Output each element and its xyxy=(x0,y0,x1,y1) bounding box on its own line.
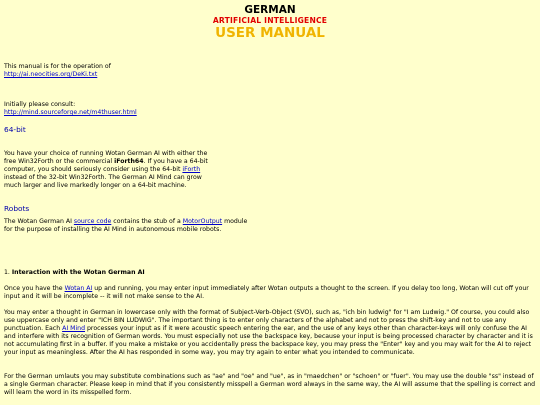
p1-text-a: Once you have the xyxy=(4,285,65,292)
source-code-link[interactable]: source code xyxy=(73,218,112,225)
sixtyfour-line-2 xyxy=(4,158,536,166)
sixtyfour-line-2-end: . If you have a 64-bit xyxy=(143,158,208,166)
consult-link[interactable]: http://mind.sourceforge.net/m4thuser.html xyxy=(4,109,137,117)
robots-line-1-end: module xyxy=(222,218,248,225)
title-user-manual: USER MANUAL xyxy=(215,25,325,41)
p1-text-b: up and running, you may enter input immediately after Wotan outputs a thought to the screen. If you delay too long, Wotan will cut off your input and it will be incomplete -- it will not make sense to the AI. xyxy=(4,285,529,301)
operation-link[interactable]: http://ai.neocities.org/DeKi.txt xyxy=(4,71,98,79)
iforth-link[interactable]: iForth xyxy=(182,166,201,174)
heading-64-bit: 64-bit xyxy=(4,125,26,134)
iforth64-name: iForth64 xyxy=(114,158,144,166)
section-1-number: 1. xyxy=(4,269,12,276)
ai-mind-link[interactable]: AI Mind xyxy=(62,325,86,333)
robots-line-1-text: The Wotan German AI xyxy=(4,218,74,225)
motoroutput-link[interactable]: MotorOutput xyxy=(182,218,223,225)
section-1-heading xyxy=(4,269,536,277)
sixtyfour-line-4: instead of the 32-bit Win32Forth. The German AI Mind can grow xyxy=(4,174,202,182)
sixtyfour-line-3 xyxy=(4,166,536,174)
consult-paragraph xyxy=(4,101,536,117)
operation-text: This manual is for the operation of xyxy=(4,63,111,70)
robots-line-1-mid: contains the stub of a xyxy=(111,218,183,225)
sixtyfour-line-3-text: computer, you should seriously consider using the 64-bit xyxy=(4,166,183,174)
robots-paragraph xyxy=(4,218,536,234)
robots-line-1 xyxy=(4,218,536,226)
title-german: GERMAN xyxy=(244,4,296,16)
operation-paragraph xyxy=(4,63,536,79)
section-1-paragraph-3: For the German umlauts you may substitute combinations such as "ae" and "oe" and "ue", as in "maedchen" or "schoen" or "fuer". You may use the double "ss" instead of a single German character. Please keep in mind that if you consistently misspell a German word always in the same way, the AI will assume that the spelling is correct and will learn the word in its misspelled form. xyxy=(4,373,536,397)
p2-text-a: You may enter a thought in German in lowercase only with the format of Subject-Verb-Object (SVO), such as, "ich bin ludwig" for "I am Ludwig." Of course, you could also use uppercase only and enter "ICH BIN LUDWIG". The important thing is to enter only characters of the alphabet and not to press the shift-key and not to use any punctuation. Each xyxy=(4,309,530,333)
sixtyfour-line-2-text: free Win32Forth or the commercial xyxy=(4,158,115,166)
sixtyfour-line-1: You have your choice of running Wotan German AI with either the xyxy=(4,150,208,157)
sixtyfour-line-5: much larger and live markedly longer on a 64-bit machine. xyxy=(4,182,187,190)
title-artificial-intelligence: ARTIFICIAL INTELLIGENCE xyxy=(212,16,328,25)
consult-text: Initially please consult: xyxy=(4,101,76,108)
section-1-paragraph-1 xyxy=(4,285,536,301)
wotan-ai-link[interactable]: Wotan AI xyxy=(64,285,93,292)
heading-robots: Robots xyxy=(4,204,30,213)
sixtyfour-bit-paragraph xyxy=(4,150,536,190)
section-1-paragraph-2 xyxy=(4,309,536,358)
p2-text-b: processes your input as if it were acoustic speech entering the ear, and the use of any keys other than character-keys will only confuse the AI and interfere with its recognition of German words. You must especially not use the backspace key, because your input is being processed character by character and it is not accumulating first in a buffer. If you make a mistake or you accidentally press the backspace key, you may press the "Enter" key and you may wait for the AI to reject your input as meaningless. After the AI has responded in some way, you may try again to enter what you intended to communicate. xyxy=(4,325,533,357)
section-1-title: Interaction with the Wotan German AI xyxy=(11,269,145,276)
robots-line-2: for the purpose of installing the AI Mind in autonomous mobile robots. xyxy=(4,226,222,234)
